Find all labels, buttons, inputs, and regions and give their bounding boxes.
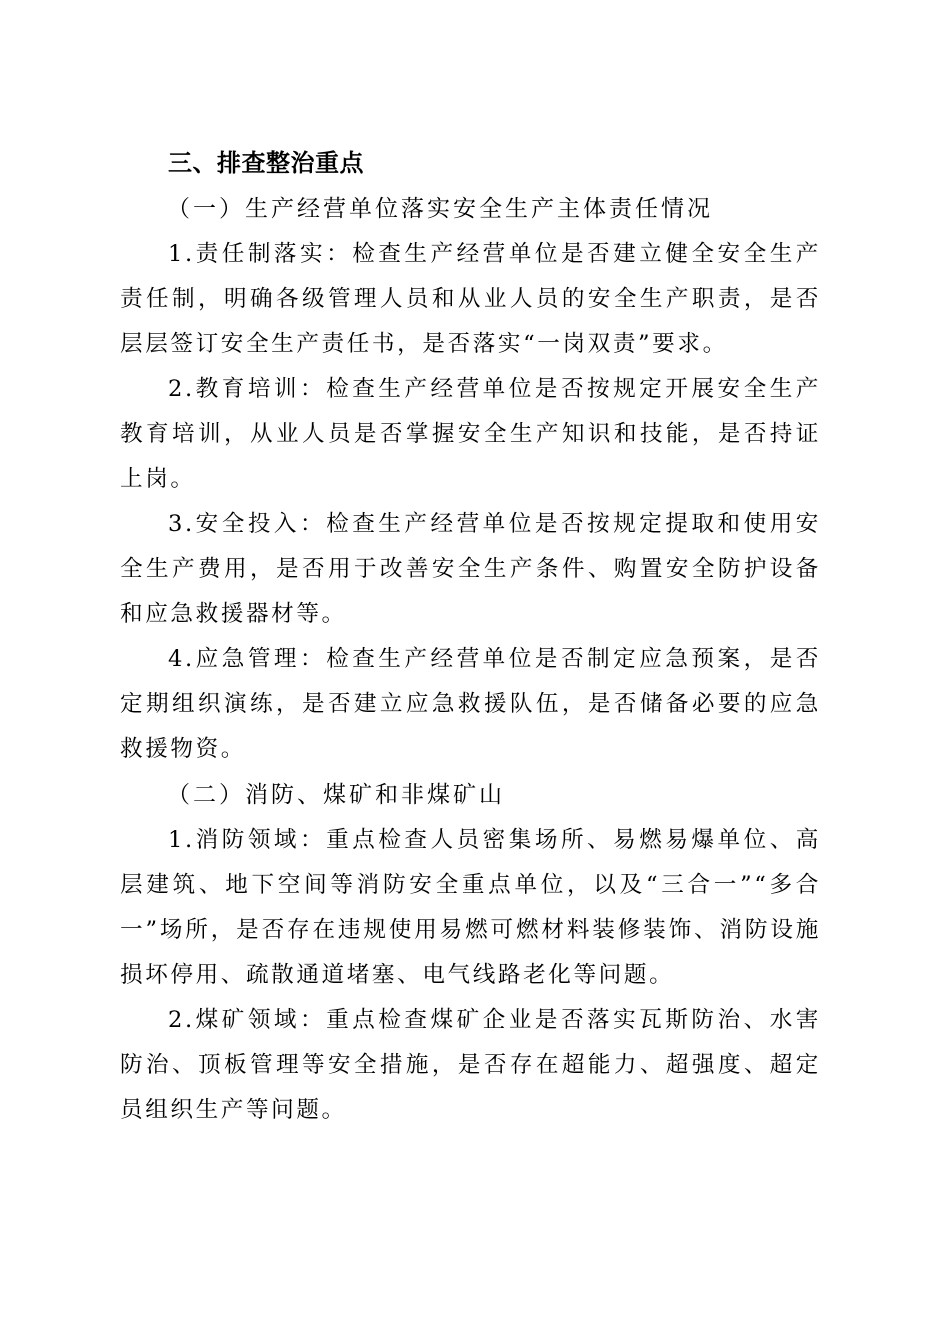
section-heading: 三、排查整治重点 [168, 149, 364, 177]
subsection-heading-2: （二）消防、煤矿和非煤矿山 [167, 782, 505, 808]
paragraph-education-training: 2.教育培训：检查生产经营单位是否按规定开展安全生产教育培训，从业人员是否掌握安全生产知识和技能，是否持证上岗。 [120, 376, 821, 492]
paragraph-fire-protection: 1.消防领域：重点检查人员密集场所、易燃易爆单位、高层建筑、地下空间等消防安全重点单位，以及“三合一”“多合一”场所，是否存在违规使用易燃可燃材料装修装饰、消防设施损坏停用、疏散通道堵塞、电气线路老化等问题。 [120, 827, 821, 988]
paragraph-emergency-management: 4.应急管理：检查生产经营单位是否制定应急预案，是否定期组织演练，是否建立应急救援队伍，是否储备必要的应急救援物资。 [120, 646, 821, 762]
paragraph-coal-mine: 2.煤矿领域：重点检查煤矿企业是否落实瓦斯防治、水害防治、顶板管理等安全措施，是否存在超能力、超强度、超定员组织生产等问题。 [120, 1007, 821, 1123]
paragraph-responsibility-system: 1.责任制落实：检查生产经营单位是否建立健全安全生产责任制，明确各级管理人员和从业人员的安全生产职责，是否层层签订安全生产责任书，是否落实“一岗双责”要求。 [120, 241, 821, 357]
paragraph-safety-investment: 3.安全投入：检查生产经营单位是否按规定提取和使用安全生产费用，是否用于改善安全生产条件、购置安全防护设备和应急救援器材等。 [120, 511, 821, 627]
subsection-heading-1: （一）生产经营单位落实安全生产主体责任情况 [167, 196, 713, 222]
document-body [120, 140, 821, 1133]
